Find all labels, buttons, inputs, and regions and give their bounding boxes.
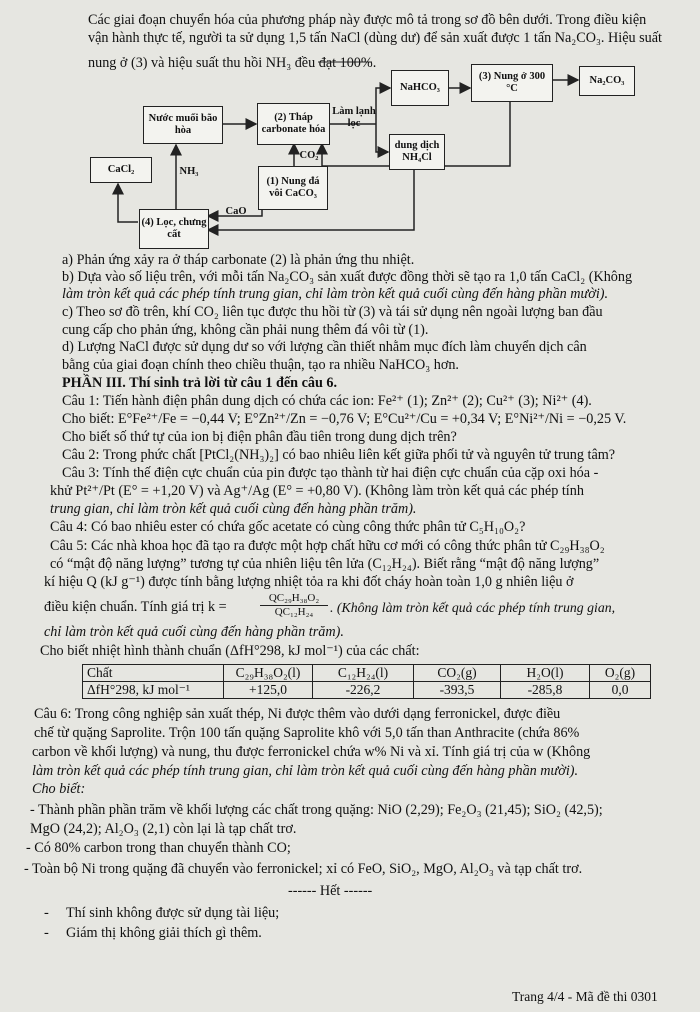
- k-fraction: [260, 592, 328, 619]
- cooling-label: Làm lạnh lọc: [332, 106, 376, 129]
- q6-bullet-3: - Toàn bộ Ni trong quặng đã chuyển vào ferronickel; xỉ có FeO, SiO₂, MgO, Al₂O₃ và tạp chất trơ.: [24, 861, 583, 877]
- statement-c-2: cung cấp cho phản ứng, không cần phải nung thêm đá vôi từ (1).: [62, 322, 429, 338]
- cacl2-box: CaCl₂: [90, 157, 152, 183]
- q6-bullet-2: - Có 80% carbon trong than chuyển thành CO;: [26, 840, 291, 856]
- enthalpy-table: [82, 664, 651, 699]
- page-footer: Trang 4/4 - Mã đề thi 0301: [512, 989, 658, 1004]
- q5-line-4a: điều kiện chuẩn. Tính giá trị k =: [44, 599, 227, 615]
- table-header-cell: O₂(g): [590, 665, 651, 682]
- intro-line-1: Các giai đoạn chuyển hóa của phương pháp này được mô tả trong sơ đồ bên dưới. Trong điều kiện: [88, 12, 647, 28]
- q1-line-1: Câu 1: Tiến hành điện phân dung dịch có chứa các ion: Fe²⁺ (1); Zn²⁺ (2); Cu²⁺ (3); Ni²⁺ (4).: [62, 393, 592, 409]
- table-row: [83, 682, 651, 699]
- q5-line-1: Câu 5: Các nhà khoa học đã tạo ra được một hợp chất hữu cơ mới có công thức phân tử C₂₉H₃₈O₂: [50, 538, 605, 554]
- table-cell: 0,0: [590, 682, 651, 699]
- note-dash: -: [44, 925, 49, 941]
- q1-line-3: Cho biết số thứ tự của ion bị điện phân đầu tiên trong dung dịch trên?: [62, 429, 457, 445]
- k-fraction-denominator: QC₁₂H₂₄: [274, 606, 314, 618]
- q6-line-5: Cho biết:: [32, 781, 86, 797]
- brine-box: Nước muối bão hòa: [143, 106, 223, 144]
- table-header-cell: H₂O(l): [501, 665, 590, 682]
- table-cell: -226,2: [313, 682, 414, 699]
- cao-label: CaO: [225, 206, 247, 217]
- q6-bullet-1b: MgO (24,2); Al₂O₃ (2,1) còn lại là tạp chất trơ.: [30, 821, 297, 837]
- table-header-row: [83, 665, 651, 682]
- table-header-cell: C₁₂H₂₄(l): [313, 665, 414, 682]
- statement-a: a) Phản ứng xảy ra ở tháp carbonate (2) là phản ứng thu nhiệt.: [62, 252, 415, 268]
- na2co3-box: Na₂CO₃: [579, 66, 635, 96]
- q2-text: Câu 2: Trong phức chất [PtCl₂(NH₃)₂] có bao nhiêu liên kết giữa phối tử và nguyên tử trung tâm?: [62, 447, 616, 463]
- co2-label: CO₂: [299, 150, 319, 161]
- q6-line-3: carbon về khối lượng) và nung, thu được ferronickel chứa w% Ni và xỉ. Tính giá trị của w (Không: [32, 744, 591, 760]
- table-cell: +125,0: [224, 682, 313, 699]
- intro-line-3: nung ở (3) và hiệu suất thu hồi NH₃ đều đạt 100%.: [88, 55, 377, 71]
- q3-line-2: khử Pt²⁺/Pt (E° = +1,20 V) và Ag⁺/Ag (E° = +0,80 V). (Không làm tròn kết quả các phép tính: [50, 483, 584, 499]
- table-header-cell: CO₂(g): [414, 665, 501, 682]
- q6-line-2: chế từ quặng Saprolite. Trộn 100 tấn quặng Saprolite khô với 5,0 tấn than Anthracite (chứa 86%: [34, 725, 580, 741]
- statement-c-1: c) Theo sơ đồ trên, khí CO₂ liên tục được thu hồi từ (3) và tái sử dụng nên ngoài lượng ban đầu: [62, 304, 603, 320]
- q5-line-2: có “mật độ năng lượng” tương tự của nhiên liệu tên lửa (C₁₂H₂₄). Biết rằng “mật độ năng lượng”: [50, 556, 600, 572]
- table-header-cell: C₂₉H₃₈O₂(l): [224, 665, 313, 682]
- q3-line-1: Câu 3: Tính thế điện cực chuẩn của pin được tạo thành từ hai điện cực chuẩn của cặp oxi hóa -: [62, 465, 599, 481]
- q3-line-3: trung gian, chỉ làm tròn kết quả cuối cùng đến hàng phần trăm).: [50, 501, 417, 517]
- table-header-cell: Chất: [83, 665, 224, 682]
- q6-bullet-1a: - Thành phần phần trăm về khối lượng các chất trong quặng: NiO (2,29); Fe₂O₃ (21,45); SiO₂ (42,5);: [30, 802, 603, 818]
- q4-text: Câu 4: Có bao nhiêu ester có chứa gốc acetate có cùng công thức phân tử C₅H₁₀O₂?: [50, 519, 526, 535]
- table-row-label: ΔfH°298, kJ mol⁻¹: [83, 682, 224, 699]
- process-diagram: [0, 0, 700, 260]
- tower-box: (2) Tháp carbonate hóa: [257, 103, 330, 145]
- q5-line-6: Cho biết nhiệt hình thành chuẩn (ΔfH°298, kJ mol⁻¹) của các chất:: [40, 643, 420, 659]
- note-1: Thí sinh không được sử dụng tài liệu;: [66, 905, 280, 921]
- note-dash: -: [44, 905, 49, 921]
- q1-line-2: Cho biết: E°Fe²⁺/Fe = −0,44 V; E°Zn²⁺/Zn = −0,76 V; E°Cu²⁺/Cu = +0,34 V; E°Ni²⁺/Ni = −0,25 V.: [62, 411, 627, 427]
- filter-box: (4) Lọc, chưng cất: [139, 209, 209, 249]
- statement-b-1: b) Dựa vào số liệu trên, với mỗi tấn Na₂CO₃ sản xuất được đồng thời sẽ tạo ra 1,0 tấn CaCl₂ (Không: [62, 269, 633, 285]
- table-cell: -393,5: [414, 682, 501, 699]
- nh4cl-box: dung dịch NH₄Cl: [389, 134, 445, 170]
- limestone-box: (1) Nung đá vôi CaCO₃: [258, 166, 328, 210]
- q5-line-4b: . (Không làm tròn kết quả các phép tính trung gian,: [330, 600, 616, 615]
- statement-d-1: d) Lượng NaCl được sử dụng dư so với lượng cần thiết nhằm mục đích làm chuyển dịch cân: [62, 339, 587, 355]
- q5-line-3: kí hiệu Q (kJ g⁻¹) được tính bằng lượng nhiệt tỏa ra khi đốt cháy hoàn toàn 1,0 g nhiên liệu ở: [44, 574, 574, 590]
- q5-line-5: chỉ làm tròn kết quả cuối cùng đến hàng phần trăm).: [44, 624, 344, 640]
- statement-d-2: bằng của giai đoạn chính theo chiều thuận, tạo ra nhiều NaHCO₃ hơn.: [62, 357, 459, 373]
- intro-line-2: vận hành thực tế, người ta sử dụng 1,5 tấn NaCl (dùng dư) để sản xuất được 1 tấn Na₂CO₃. Hiệu suất: [88, 30, 662, 46]
- diagram-arrows: [0, 0, 700, 260]
- part3-title: PHẦN III. Thí sinh trả lời từ câu 1 đến câu 6.: [62, 375, 338, 391]
- note-2: Giám thị không giải thích gì thêm.: [66, 925, 262, 941]
- nahco3-box: NaHCO₃: [391, 70, 449, 106]
- q6-line-4: làm tròn kết quả các phép tính trung gian, chỉ làm tròn kết quả cuối cùng đến hàng phần mười).: [32, 763, 579, 779]
- table-cell: -285,8: [501, 682, 590, 699]
- q6-line-1: Câu 6: Trong công nghiệp sản xuất thép, Ni được thêm vào dưới dạng ferronickel, được điều: [34, 706, 561, 722]
- nh3-label: NH₃: [179, 166, 199, 177]
- k-fraction-numerator: QC₂₉H₃₈O₂: [260, 592, 328, 606]
- calcine-box: (3) Nung ở 300 °C: [471, 64, 553, 102]
- statement-b-2: làm tròn kết quả các phép tính trung gian, chỉ làm tròn kết quả cuối cùng đến hàng phần mười).: [62, 286, 609, 302]
- end-mark: ------ Hết ------: [288, 883, 373, 899]
